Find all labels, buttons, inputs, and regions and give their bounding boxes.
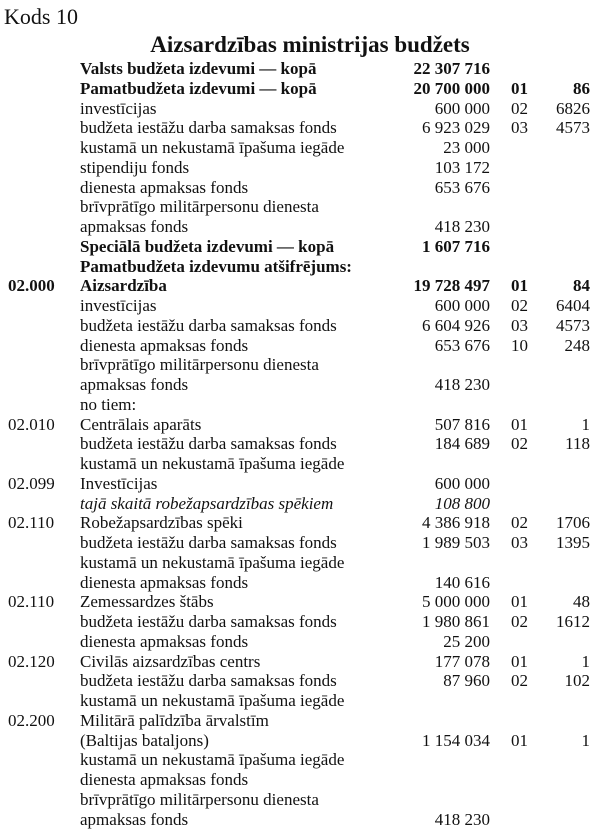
row-amount: 653 676 <box>434 177 490 197</box>
row-amount: 1 154 034 <box>422 730 490 750</box>
table-row <box>0 691 600 711</box>
row-col1: 01 <box>511 730 528 750</box>
table-row <box>0 750 600 770</box>
row-col1: 02 <box>511 612 528 631</box>
table-row <box>0 178 600 198</box>
row-amount: 418 230 <box>434 217 490 236</box>
row-col2: 1 <box>581 730 590 750</box>
row-label: Centrālais aparāts <box>80 414 202 434</box>
row-col1: 01 <box>511 276 528 296</box>
table-row <box>0 553 600 573</box>
row-col2: 248 <box>564 335 590 355</box>
row-code: 02.010 <box>8 414 55 434</box>
table-row <box>0 79 600 99</box>
table-row <box>0 158 600 178</box>
table-row <box>0 59 600 79</box>
row-label: brīvprātīgo militārpersonu dienesta <box>80 355 319 375</box>
row-amount: 418 230 <box>434 809 490 829</box>
row-label: dienesta apmaksas fonds <box>80 572 249 592</box>
table-row <box>0 395 600 415</box>
row-label: dienesta apmaksas fonds <box>80 631 249 651</box>
row-amount: 600 000 <box>434 296 490 315</box>
table-row <box>0 573 600 593</box>
row-col1: 02 <box>511 98 528 118</box>
row-label: budžeta iestāžu darba samaksas fonds <box>80 434 337 454</box>
row-amount: 23 000 <box>443 138 490 157</box>
table-row <box>0 474 600 494</box>
table-row <box>0 257 600 277</box>
row-label: apmaksas fonds <box>80 375 189 394</box>
row-label: brīvprātīgo militārpersonu dienesta <box>80 197 319 217</box>
row-col1: 01 <box>511 78 528 98</box>
table-row <box>0 810 600 830</box>
row-label: kustamā un nekustamā īpašuma iegāde <box>80 454 345 473</box>
row-code: 02.000 <box>8 276 55 296</box>
row-col1: 10 <box>511 335 528 355</box>
row-amount: 600 000 <box>434 98 490 118</box>
row-label: kustamā un nekustamā īpašuma iegāde <box>80 691 345 710</box>
table-row <box>0 731 600 751</box>
row-col2: 1 <box>581 651 590 671</box>
row-label: Pamatbudžeta izdevumi — kopā <box>80 78 317 98</box>
row-col1: 03 <box>511 118 528 138</box>
row-col1: 02 <box>511 296 528 315</box>
row-label: Valsts budžeta izdevumi — kopā <box>80 59 317 78</box>
row-amount: 1 980 861 <box>422 612 490 631</box>
row-label: kustamā un nekustamā īpašuma iegāde <box>80 138 345 157</box>
row-amount: 1 607 716 <box>422 236 490 256</box>
row-amount: 653 676 <box>434 335 490 355</box>
row-code: 02.120 <box>8 651 55 671</box>
row-amount: 140 616 <box>434 572 490 592</box>
row-col1: 01 <box>511 592 528 612</box>
row-amount: 184 689 <box>434 434 490 454</box>
table-row <box>0 513 600 533</box>
row-label: brīvprātīgo militārpersonu dienesta <box>80 789 319 809</box>
document-code: Kods 10 <box>4 4 78 29</box>
table-row <box>0 415 600 435</box>
row-label: budžeta iestāžu darba samaksas fonds <box>80 533 337 552</box>
row-label: Aizsardzība <box>80 276 167 296</box>
row-col1: 02 <box>511 513 528 533</box>
table-row <box>0 770 600 790</box>
row-amount: 108 800 <box>434 493 490 513</box>
table-row <box>0 296 600 316</box>
row-label: investīcijas <box>80 296 157 315</box>
row-amount: 5 000 000 <box>422 592 490 612</box>
row-code: 02.200 <box>8 710 55 730</box>
row-col1: 02 <box>511 671 528 691</box>
row-col2: 86 <box>573 78 590 98</box>
row-label: stipendiju fonds <box>80 157 190 177</box>
table-row <box>0 276 600 296</box>
row-col2: 6826 <box>556 98 590 118</box>
row-col1: 02 <box>511 434 528 454</box>
row-col2: 4573 <box>556 118 590 138</box>
row-col2: 4573 <box>556 315 590 335</box>
document-title: Aizsardzības ministrijas budžets <box>150 32 470 57</box>
row-col2: 102 <box>564 671 590 691</box>
row-label: budžeta iestāžu darba samaksas fonds <box>80 118 337 138</box>
row-label: Civilās aizsardzības centrs <box>80 651 261 671</box>
row-col2: 118 <box>565 434 590 454</box>
row-amount: 4 386 918 <box>422 513 490 533</box>
row-label: investīcijas <box>80 98 157 118</box>
row-amount: 600 000 <box>434 473 490 493</box>
table-row <box>0 612 600 632</box>
row-amount: 103 172 <box>434 157 490 177</box>
row-label: Robežapsardzības spēki <box>80 513 243 533</box>
table-row <box>0 652 600 672</box>
table-row <box>0 671 600 691</box>
row-label: budžeta iestāžu darba samaksas fonds <box>80 671 337 691</box>
table-row <box>0 632 600 652</box>
row-amount: 6 923 029 <box>422 118 490 138</box>
row-amount: 1 989 503 <box>422 533 490 552</box>
row-label: dienesta apmaksas fonds <box>80 770 249 789</box>
row-amount: 507 816 <box>434 414 490 434</box>
row-label: tajā skaitā robežapsardzības spēkiem <box>80 493 334 513</box>
row-col2: 1 <box>581 414 590 434</box>
table-row <box>0 533 600 553</box>
table-row <box>0 118 600 138</box>
row-label: apmaksas fonds <box>80 809 189 829</box>
row-label: Zemessardzes štābs <box>80 592 214 612</box>
row-label: budžeta iestāžu darba samaksas fonds <box>80 315 337 335</box>
row-amount: 87 960 <box>443 671 490 691</box>
row-col1: 01 <box>511 414 528 434</box>
row-col2: 1706 <box>556 513 590 533</box>
row-amount: 177 078 <box>434 651 490 671</box>
row-col1: 01 <box>511 651 528 671</box>
row-code: 02.110 <box>8 592 55 612</box>
table-row <box>0 592 600 612</box>
row-label: Investīcijas <box>80 473 158 493</box>
table-row <box>0 197 600 217</box>
table-row <box>0 336 600 356</box>
row-amount: 6 604 926 <box>422 315 490 335</box>
row-label: no tiem: <box>80 394 137 414</box>
table-row <box>0 494 600 514</box>
table-row <box>0 375 600 395</box>
table-row <box>0 138 600 158</box>
table-row <box>0 99 600 119</box>
table-row <box>0 711 600 731</box>
row-label: kustamā un nekustamā īpašuma iegāde <box>80 750 345 770</box>
row-amount: 25 200 <box>443 631 490 651</box>
row-amount: 418 230 <box>434 375 490 394</box>
table-row <box>0 454 600 474</box>
row-label: Speciālā budžeta izdevumi — kopā <box>80 236 335 256</box>
row-col1: 03 <box>511 533 528 552</box>
row-col2: 48 <box>573 592 590 612</box>
row-amount: 20 700 000 <box>413 78 490 98</box>
table-row <box>0 355 600 375</box>
row-col2: 1612 <box>556 612 590 631</box>
row-label: budžeta iestāžu darba samaksas fonds <box>80 612 337 631</box>
row-label: dienesta apmaksas fonds <box>80 177 249 197</box>
row-label: (Baltijas bataljons) <box>80 730 209 750</box>
table-row <box>0 790 600 810</box>
row-label: Militārā palīdzība ārvalstīm <box>80 710 269 730</box>
row-col2: 84 <box>573 276 590 296</box>
row-label: kustamā un nekustamā īpašuma iegāde <box>80 552 345 572</box>
row-code: 02.099 <box>8 473 55 493</box>
row-col2: 6404 <box>556 296 590 315</box>
row-amount: 19 728 497 <box>413 276 490 296</box>
table-row <box>0 237 600 257</box>
row-label: Pamatbudžeta izdevumu atšifrējums: <box>80 256 352 276</box>
table-row <box>0 217 600 237</box>
table-row <box>0 316 600 336</box>
table-row <box>0 434 600 454</box>
row-col2: 1395 <box>556 533 590 552</box>
row-label: dienesta apmaksas fonds <box>80 335 249 355</box>
row-label: apmaksas fonds <box>80 217 189 236</box>
row-amount: 22 307 716 <box>413 59 490 78</box>
row-code: 02.110 <box>8 513 55 533</box>
row-col1: 03 <box>511 315 528 335</box>
